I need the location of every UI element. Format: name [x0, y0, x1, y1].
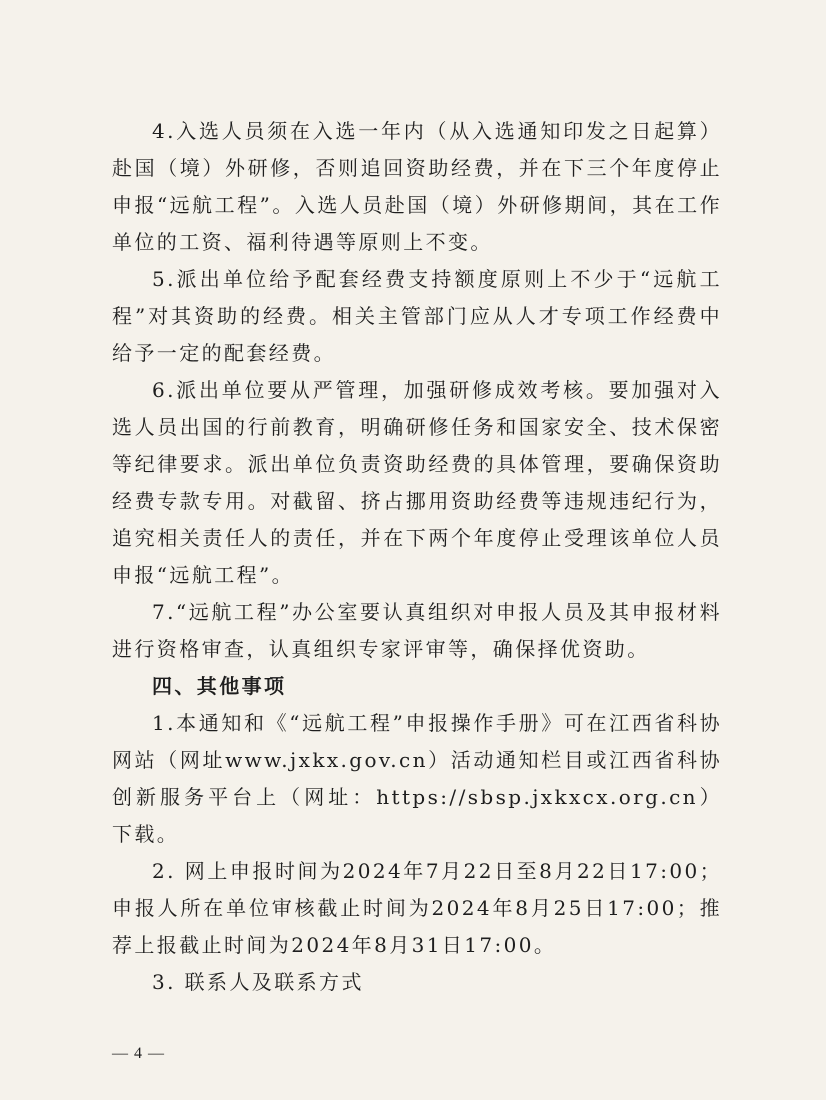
paragraph-item-6: 6.派出单位要从严管理，加强研修成效考核。要加强对入选人员出国的行前教育，明确研修任务和国家安全、技术保密等纪律要求。派出单位负责资助经费的具体管理，要确保资助经费专款专用。对截留、挤占挪用资助经费等违规违纪行为，追究相关责任人的责任，并在下两个年度停止受理该单位人员申报“远航工程”。: [112, 378, 722, 587]
paragraph-item-4: 4.入选人员须在入选一年内（从入选通知印发之日起算）赴国（境）外研修，否则追回资助经费，并在下三个年度停止申报“远航工程”。入选人员赴国（境）外研修期间，其在工作单位的工资、福利待遇等原则上不变。: [112, 119, 722, 254]
section-heading-other-matters: 四、其他事项: [152, 674, 287, 698]
paragraph-item-7: 7.“远航工程”办公室要认真组织对申报人员及其申报材料进行资格审查，认真组织专家评审等，确保择优资助。: [112, 600, 722, 661]
other-item-1-download: 1.本通知和《“远航工程”申报操作手册》可在江西省科协网站（网址www.jxkx.gov.cn）活动通知栏目或江西省科协创新服务平台上（网址：https://sbsp.jxkxcx.org.cn）下载。: [112, 711, 722, 846]
other-item-3-contacts: 3. 联系人及联系方式: [152, 970, 364, 994]
document-body: [112, 113, 722, 1001]
page-number: — 4 —: [112, 1045, 165, 1062]
paragraph-item-5: 5.派出单位给予配套经费支持额度原则上不少于“远航工程”对其资助的经费。相关主管部门应从人才专项工作经费中给予一定的配套经费。: [112, 267, 722, 365]
other-item-2-deadlines: 2. 网上申报时间为2024年7月22日至8月22日17:00；申报人所在单位审核截止时间为2024年8月25日17:00；推荐上报截止时间为2024年8月31日17:00。: [112, 859, 722, 957]
